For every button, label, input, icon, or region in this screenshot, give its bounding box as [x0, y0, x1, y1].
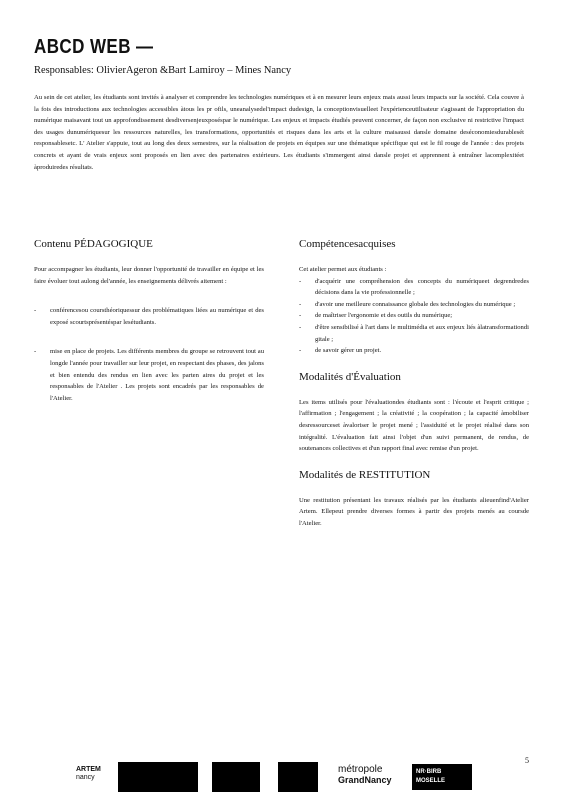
competences-list — [299, 276, 529, 357]
moselle-logo-text-2: MOSELLE — [416, 778, 446, 784]
document-title: ABCD WEB — — [34, 36, 154, 58]
metropole-logo-text: métropole — [338, 764, 383, 775]
list-item: - de savoir gérer un projet. — [299, 345, 529, 357]
nancy-logo-text: nancy — [76, 774, 95, 781]
competences-section — [299, 238, 529, 357]
evaluation-section — [299, 371, 529, 455]
contenu-paragraph: Pour accompagner les étudiants, leur donner l'opportunité de travailler en équipe et les faire évoluer tout aulong del'année, les enseignements délivrés aitement : — [34, 266, 264, 285]
restitution-paragraph: Une restitution présentant les travaux réalisés par les étudiants alieuenfind'Atelier Artem. Ellepeut prendre diverses formes à partir des projets menés au coursde l'Atelier. — [299, 496, 529, 527]
contenu-heading: Contenu PÉDAGOGIQUE — [34, 238, 153, 250]
list-item: - conférencesou coursthéoriquessur des problématiques liées au numérique et des exposé scourtsprésentéspar lesétudiants. — [34, 305, 264, 328]
restitution-heading: Modalités de RESTITUTION — [299, 468, 431, 481]
competences-paragraph: Cet atelier permet aux étudiants : — [299, 266, 387, 273]
partner-logo-block — [212, 762, 260, 792]
moselle-logo-text-1: NR·BIRB — [416, 769, 442, 775]
left-column — [34, 238, 264, 422]
contenu-list — [34, 305, 264, 404]
list-item: - de maîtriser l'ergonomie et des outils du numérique; — [299, 310, 529, 322]
restitution-section — [299, 469, 529, 530]
evaluation-heading: Modalités d'Évaluation — [299, 370, 401, 383]
artem-logo-text: ARTEM — [76, 766, 101, 773]
grandnancy-logo-text: GrandNancy — [338, 775, 392, 785]
competences-heading: Compétencesacquises — [299, 238, 396, 250]
intro-paragraph: Au sein de cet atelier, les étudiants sont invités à analyser et comprendre les technologies numériques et à en mesurer leurs enjeux mais aussi leurs impacts sur la société. Cela couvre à la fois des introductions aux technologies accessibles àtous les pr ofils, uneanalysedel'impact dudesign, la conceptionvisuelleet l'expérienceutilisateur s'agissant de l'appropriation du numérique maisavant tout un approfondissement desdiversenjeuxposéspar le numérique. Les enjeux et impacts étudiés peuvent concerner, de façon non exclusive ni restrictive l'impact des usages dunumériquesur les ressources naturelles, les transformations, opportunités et risques dans les arts et la culture maisaussi dansle domaine deséconomiesdurablesét responsablesetc. L' Atelier s'appuie, tout au long des deux semestres, sur la réalisation de projets en équipes sur une thématique spécifique qui est le fil rouge de l'année : des projets concrets et ayant de vrais enjeux sont proposés en lien avec des partenaires extérieurs. Les étudiants s'immergent ainsi dansle projet et apprennent à entraîner lacomplexitéet àproduiredes résultats. — [34, 94, 524, 171]
partner-logo-block — [118, 762, 198, 792]
evaluation-paragraph: Les items utilisés pour l'évaluationdes étudiants sont : l'écoute et l'esprit critique ; l'affirmation ; l'engagement ; la créativité ; la coopération ; la capacité àmobiliser desressourceset àvaloriser le projet mené ; l'assiduité et le projet réalisé dans son intégralité. L'évaluation fait ainsi l'objet d'un suivi permanent, de rendus, de soutenances collectives et d'un rapport final avec remise d'un projet. — [299, 398, 529, 453]
artem-nancy-logo — [76, 766, 101, 782]
list-item: - d'avoir une meilleure connaissance globale des technologies du numérique ; — [299, 299, 529, 311]
metropole-logo — [338, 764, 392, 786]
list-item: - mise en place de projets. Les différents membres du groupe se retrouvent tout au longde l'année pour travailler sur leur projet, en respectant des phases, des jalons et bien entendu des rendus en lien avec les parten aires du projet et les responsables de l'Atelier . Les projets sont encadrés par les responsables de l'Atelier. — [34, 346, 264, 404]
responsables-line: Responsables: OlivierAgeron &Bart Lamiroy – Mines Nancy — [34, 64, 292, 76]
page-number: 5 — [525, 756, 529, 765]
right-column — [299, 238, 529, 544]
list-item: - d'acquérir une compréhension des concepts du numériqueet degrendredes décisions dans la vie professionnelle ; — [299, 276, 529, 299]
partner-logo-block — [278, 762, 318, 792]
list-item: - d'être sensibilisé à l'art dans le multimédia et aux enjeux liés àlatransformationdi gitale ; — [299, 322, 529, 345]
moselle-logo — [412, 764, 472, 790]
footer-logos — [0, 762, 566, 792]
